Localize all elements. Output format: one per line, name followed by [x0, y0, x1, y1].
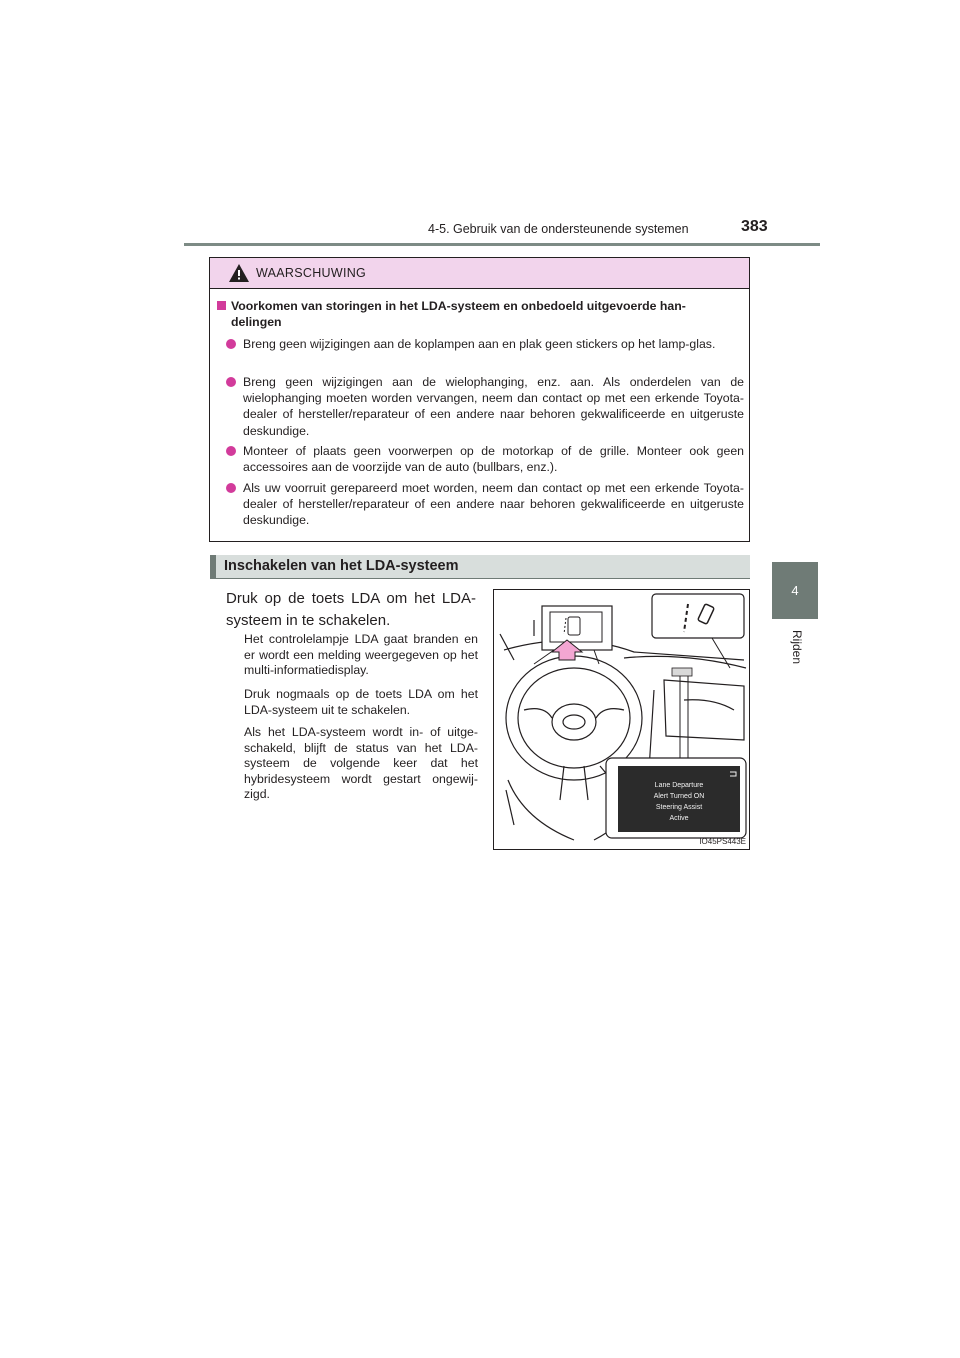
bullet-dot-icon	[226, 339, 236, 349]
bullet-dot-icon	[226, 446, 236, 456]
header-rule	[184, 243, 820, 246]
display-line: Alert Turned ON	[653, 793, 705, 800]
dashboard-drawing	[494, 590, 750, 850]
section-title: Inschakelen van het LDA-systeem	[224, 558, 459, 574]
chapter-label: Rijden	[790, 630, 804, 665]
warning-bullet: Monteer of plaats geen voorwerpen op de motorkap of de grille. Monteer ook geen accessoires aan de voorzijde van de auto (bullbars, enz.).	[226, 443, 744, 475]
section-accent	[210, 555, 216, 579]
bullet-dot-icon	[226, 377, 236, 387]
square-bullet-icon	[217, 301, 226, 310]
section-heading-bar	[210, 555, 750, 579]
warning-box	[209, 257, 750, 542]
figure-code: IO45PS443E	[699, 837, 746, 846]
warning-bullet: Breng geen wijzigingen aan de wielophanging, enz. aan. Als onderdelen van de wielophanging moeten worden vervangen, neem dan contact op met een erkende Toyota-dealer of hersteller/reparateur of een andere naar behoren gekwalificeerde en uitgeruste deskundige.	[226, 374, 744, 439]
warning-triangle-icon	[228, 263, 250, 283]
bullet-dot-icon	[226, 483, 236, 493]
page-number: 383	[741, 218, 768, 235]
display-line: Steering Assist	[655, 804, 703, 811]
warning-bullet: Breng geen wijzigingen aan de koplampen aan en plak geen stickers op het lamp-glas.	[226, 336, 744, 352]
note-paragraph: Als het LDA-systeem wordt in- of uitge-schakeld, blijft de status van het LDA-systeem de volgende keer dat het hybridesysteem wordt gestart ongewij-zigd.	[244, 725, 478, 801]
warning-section-heading: Voorkomen van storingen in het LDA-systeem en onbedoeld uitgevoerde han- delingen	[217, 298, 743, 330]
display-line: Lane Departure	[654, 782, 704, 789]
warning-title: WAARSCHUWING	[256, 266, 367, 280]
note-paragraph: Het controlelampje LDA gaat branden en er wordt een melding weergegeven op het multi-informatiedisplay.	[244, 632, 478, 677]
instruction-text: Druk op de toets LDA om het LDA-systeem in te schakelen.	[226, 590, 476, 629]
warning-bullet: Als uw voorruit gerepareerd moet worden, neem dan contact op met een erkende Toyota-dealer of hersteller/reparateur of een andere naar behoren gekwalificeerde en uitgeruste deskundige.	[226, 480, 744, 529]
dashboard-illustration	[493, 589, 750, 850]
section-rule	[210, 578, 750, 579]
running-header-section: 4-5. Gebruik van de ondersteunende systemen	[428, 222, 689, 236]
display-line: Active	[669, 815, 689, 822]
chapter-tab: 4	[772, 562, 818, 619]
warning-header	[210, 258, 749, 289]
note-paragraph: Druk nogmaals op de toets LDA om het LDA-systeem uit te schakelen.	[244, 687, 478, 717]
